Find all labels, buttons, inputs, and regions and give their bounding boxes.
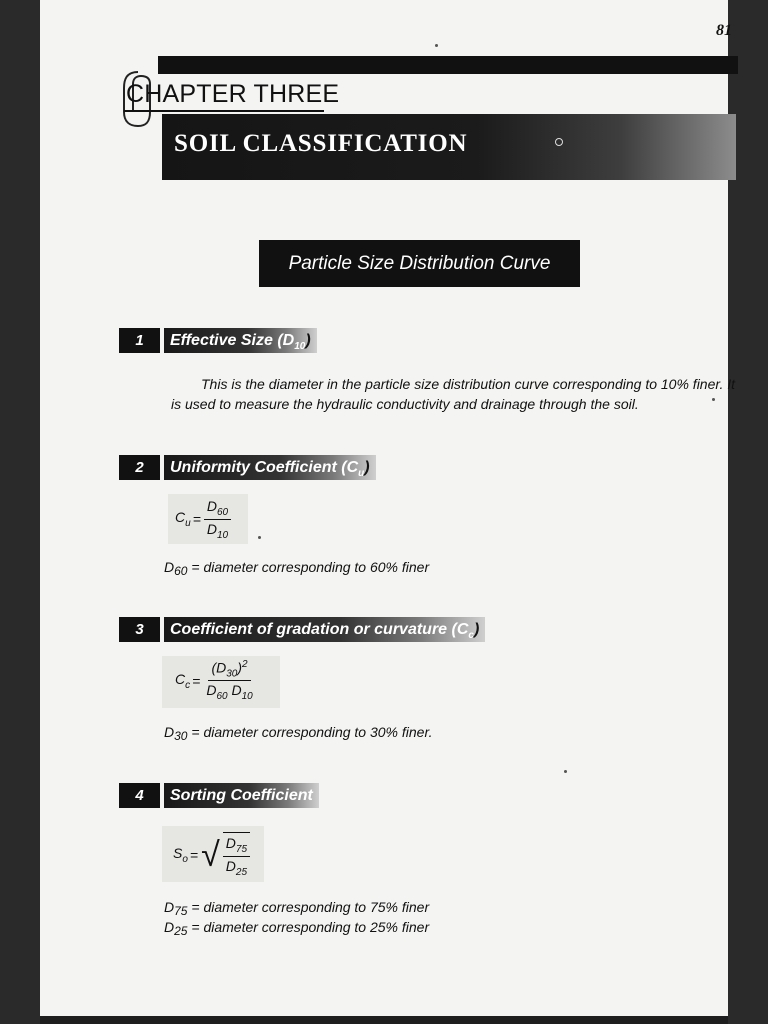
chapter-title: SOIL CLASSIFICATION [174, 130, 468, 157]
definition-d30: D30 = diameter corresponding to 30% finer. [164, 724, 433, 743]
section-title: Uniformity Coefficient $(C_u)$ [164, 455, 376, 480]
section-number: 4 [119, 783, 160, 808]
section-title: Coefficient of gradation or curvature $(C_c)$ [164, 617, 485, 642]
definition-d25: D25 = diameter corresponding to 25% finer [164, 919, 430, 938]
sorting-formula: $S_o$ = √ $\frac{D_{75}}{D_{25}}$ [173, 832, 250, 878]
book-page [40, 0, 736, 1024]
chapter-title-banner [162, 114, 736, 180]
section-body: This is the diameter in the particle size distribution curve corresponding to 10% finer. It is used to measure the hydraulic conductivity and drainage through the soil. [171, 376, 736, 412]
page-number: 81 [716, 22, 732, 39]
chapter-heading: CHAPTER THREE [126, 80, 340, 108]
definition-d75: D75 = diameter corresponding to 75% finer [164, 899, 430, 918]
curvature-formula: $C_c$ = $\frac{(D_{30})^2}{D_{60} D_{10}}$ [175, 659, 253, 703]
definition-d60: D60 = diameter corresponding to 60% finer [164, 559, 430, 578]
uniformity-formula: $C_u$ = $\frac{D_{60}}{D_{10}}$ [175, 498, 231, 541]
section-title: Sorting Coefficient [164, 783, 319, 808]
paper-speck [712, 398, 715, 401]
paper-speck [564, 770, 567, 773]
topic-title: Particle Size Distribution Curve [259, 240, 580, 287]
banner-mark [555, 138, 563, 146]
section-number: 3 [119, 617, 160, 642]
header-rule [158, 56, 738, 74]
page-bottom-edge [40, 1016, 728, 1024]
section-number: 2 [119, 455, 160, 480]
section-title: Effective Size $(D_{10})$ [164, 328, 317, 353]
paper-speck [258, 536, 261, 539]
square-root-icon: √ [201, 835, 220, 874]
paper-speck [435, 44, 438, 47]
section-number: 1 [119, 328, 160, 353]
chapter-underline [124, 110, 324, 112]
